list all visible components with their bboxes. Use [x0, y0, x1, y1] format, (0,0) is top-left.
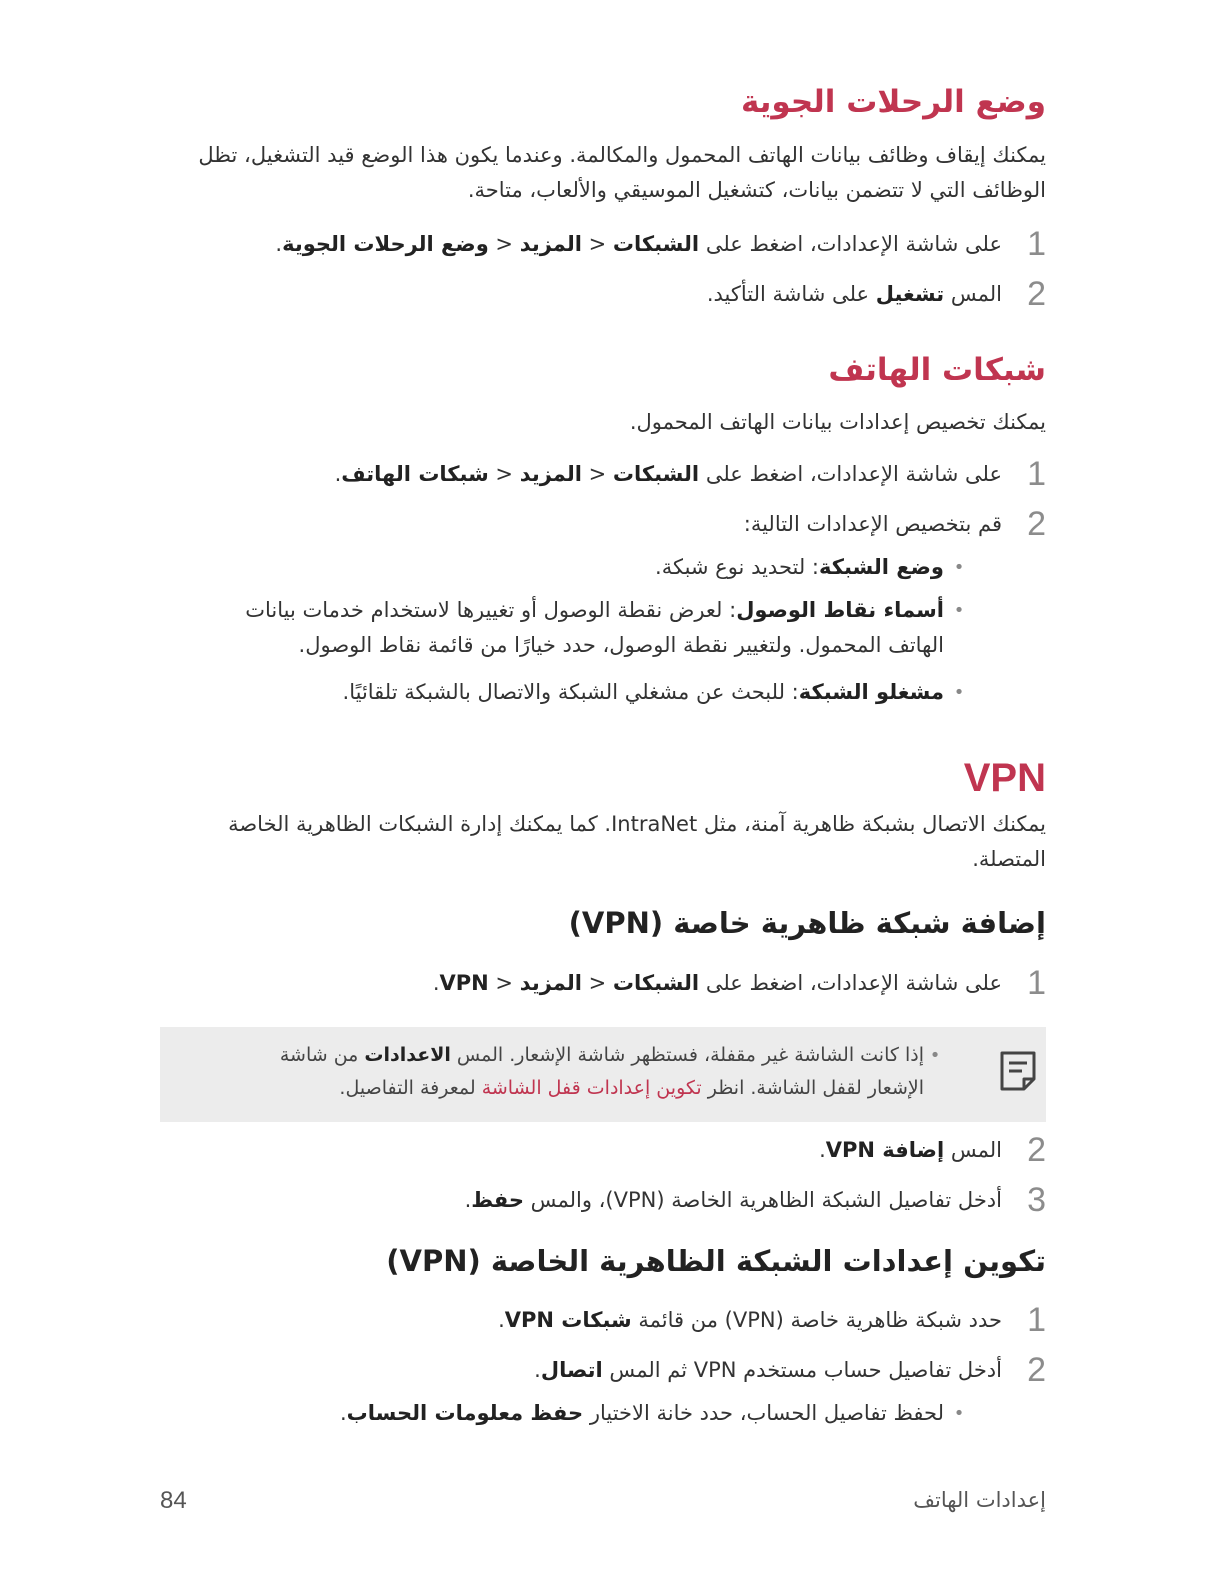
step-text: على شاشة الإعدادات، اضغط على الشبكات < المزيد < شبكات الهاتف. — [334, 462, 1002, 486]
bullet-network-operators: • مشغلو الشبكة: للبحث عن مشغلي الشبكة والاتصال بالشبكة تلقائيًا. — [194, 675, 974, 710]
config-vpn-step-2 — [534, 1350, 1046, 1390]
note-text: • إذا كانت الشاشة غير مقفلة، فستظهر شاشة الإشعار. المس الاعدادات من شاشة الإشعار لقفل الشاشة. انظر تكوين إعدادات قفل الشاشة لمعرفة التفاصيل. — [246, 1039, 946, 1105]
step-number: 1 — [1027, 454, 1046, 493]
step-text: أدخل تفاصيل حساب مستخدم VPN ثم المس اتصال. — [534, 1358, 1002, 1382]
add-vpn-heading: إضافة شبكة ظاهرية خاصة (VPN) — [568, 906, 1046, 940]
step-text: المس إضافة VPN. — [819, 1138, 1002, 1162]
step-text: المس تشغيل على شاشة التأكيد. — [706, 282, 1002, 306]
config-vpn-step-1 — [498, 1300, 1046, 1340]
bullet-save-account: • لحفظ تفاصيل الحساب، حدد خانة الاختيار حفظ معلومات الحساب. — [194, 1396, 974, 1431]
airplane-step-2 — [707, 274, 1046, 314]
step-number: 3 — [1027, 1180, 1046, 1219]
bullet-access-points: • أسماء نقاط الوصول: لعرض نقطة الوصول أو تغييرها لاستخدام خدمات بيانات الهاتف المحمول. ولتغيير نقطة الوصول، حدد خيارًا من قائمة نقاط الوصول. — [194, 593, 974, 663]
airplane-mode-heading: وضع الرحلات الجوية — [740, 84, 1046, 120]
vpn-heading: VPN — [963, 756, 1046, 800]
step-text: قم بتخصيص الإعدادات التالية: — [743, 512, 1002, 536]
step-number: 1 — [1027, 1300, 1046, 1339]
mobile-step-2 — [744, 504, 1046, 544]
footer-chapter-title: إعدادات الهاتف — [913, 1488, 1046, 1512]
airplane-mode-intro: يمكنك إيقاف وظائف بيانات الهاتف المحمول والمكالمة. وعندما يكون هذا الوضع قيد التشغيل، تظل الوظائف التي لا تتضمن بيانات، كتشغيل الموسيقي والألعاب، متاحة. — [198, 143, 1046, 202]
note-icon — [998, 1049, 1038, 1093]
bullet-dot: • — [953, 1403, 965, 1424]
mobile-networks-intro: يمكنك تخصيص إعدادات بيانات الهاتف المحمول. — [629, 410, 1046, 434]
add-vpn-step-1 — [433, 963, 1046, 1003]
add-vpn-step-3 — [465, 1180, 1046, 1220]
note-box — [160, 1027, 1046, 1122]
bullet-network-mode: • وضع الشبكة: لتحديد نوع شبكة. — [194, 550, 974, 585]
bullet-dot: • — [929, 1045, 941, 1066]
bullet-dot: • — [953, 600, 965, 621]
step-text: حدد شبكة ظاهرية خاصة (VPN) من قائمة شبكات VPN. — [498, 1308, 1002, 1332]
lock-screen-settings-link[interactable]: تكوين إعدادات قفل الشاشة — [481, 1077, 702, 1099]
step-number: 2 — [1027, 1130, 1046, 1169]
step-number: 2 — [1027, 274, 1046, 313]
manual-page — [160, 0, 1046, 1582]
airplane-step-1 — [275, 224, 1046, 264]
step-text: على شاشة الإعدادات، اضغط على الشبكات < المزيد < وضع الرحلات الجوية. — [275, 232, 1002, 256]
step-text: أدخل تفاصيل الشبكة الظاهرية الخاصة (VPN)، والمس حفظ. — [464, 1188, 1002, 1212]
step-number: 1 — [1027, 224, 1046, 263]
bullet-dot: • — [953, 557, 965, 578]
step-number: 2 — [1027, 504, 1046, 543]
mobile-networks-heading: شبكات الهاتف — [828, 352, 1046, 388]
step-number: 2 — [1027, 1350, 1046, 1389]
add-vpn-step-2 — [819, 1130, 1046, 1170]
mobile-step-1 — [335, 454, 1046, 494]
bullet-dot: • — [953, 682, 965, 703]
configure-vpn-heading: تكوين إعدادات الشبكة الظاهرية الخاصة (VPN) — [386, 1244, 1046, 1278]
step-text: على شاشة الإعدادات، اضغط على الشبكات < المزيد < VPN. — [432, 971, 1002, 995]
vpn-intro: يمكنك الاتصال بشبكة ظاهرية آمنة، مثل IntraNet. كما يمكنك إدارة الشبكات الظاهرية الخاصة المتصلة. — [228, 812, 1046, 871]
page-number: 84 — [160, 1487, 187, 1514]
step-number: 1 — [1027, 963, 1046, 1002]
